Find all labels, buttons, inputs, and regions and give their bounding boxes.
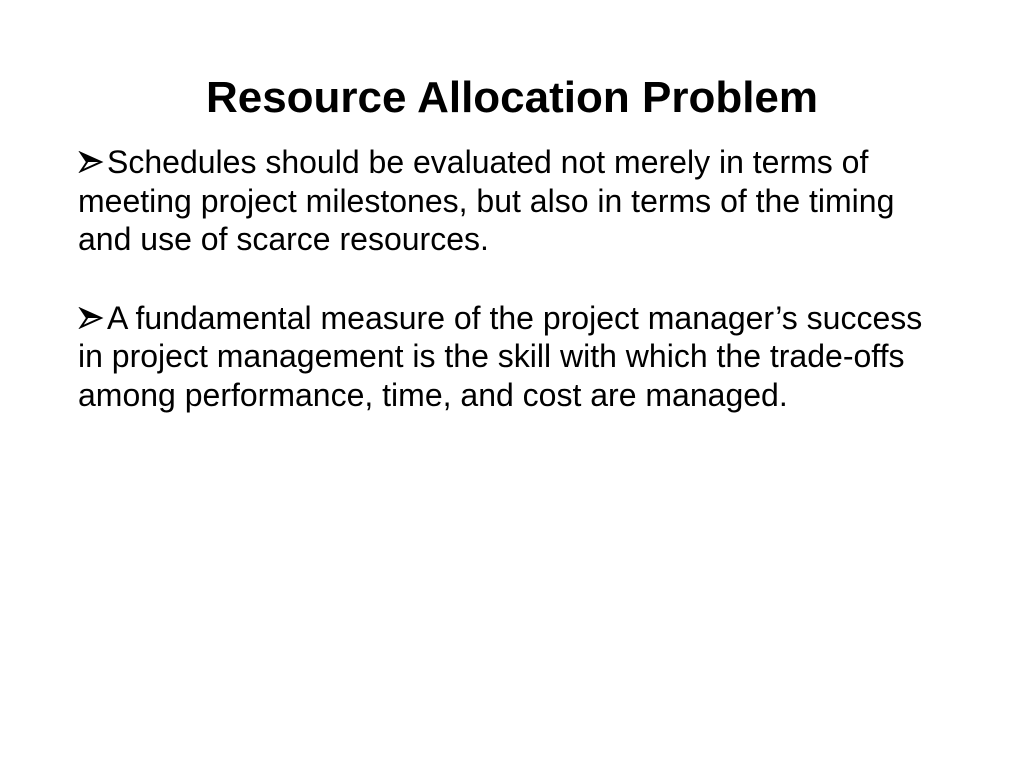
bullet-text: Schedules should be evaluated not merely in terms of meeting project milestones, but also in terms of the timing and use of scarce resources. <box>78 144 895 257</box>
bullet-item <box>78 299 938 415</box>
bullet-text: A fundamental measure of the project manager’s success in project management is the skill with which the trade-offs among performance, time, and cost are managed. <box>78 299 923 413</box>
slide-title: Resource Allocation Problem <box>205 73 819 122</box>
bullet-list <box>78 143 938 454</box>
arrow-bullet-icon <box>78 307 104 329</box>
bullet-item <box>78 143 938 259</box>
arrow-bullet-icon <box>78 151 104 173</box>
